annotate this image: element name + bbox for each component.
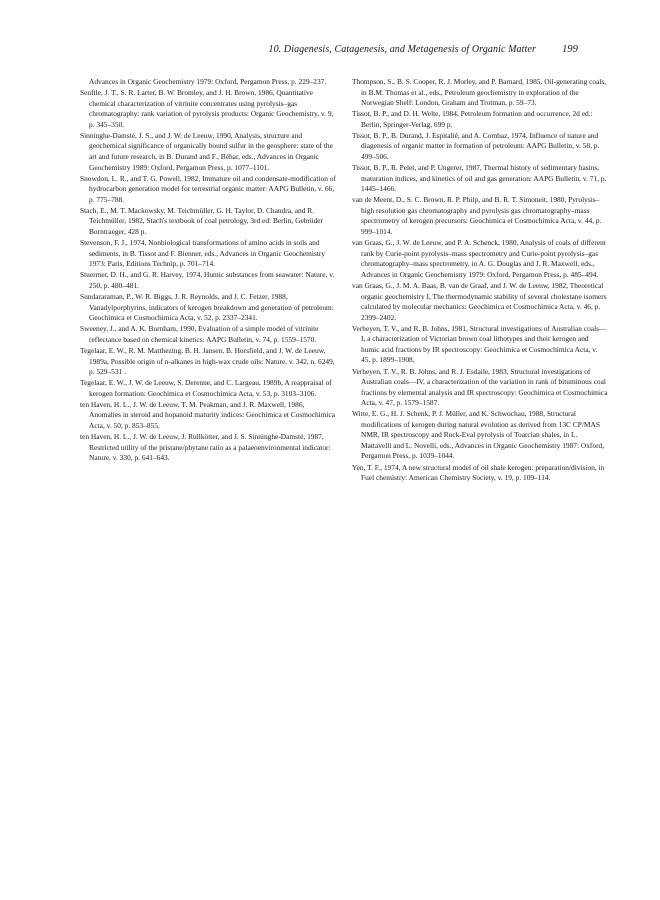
reference-entry: Thompson, S., B. S. Cooper, R. J. Morley, and P. Barnard, 1985, Oil-generating coals, in B.M. Thomas et al., eds., Petroleum geochemistry in exploration of the Norwegian Shelf: London, Graham and Trotman, p. 59–73. — [352, 77, 607, 108]
reference-entry: van Graas, G., J. W. de Leeuw, and P. A. Schenck, 1980, Analysis of coals of different rank by Curie-point pyrolysis–mass spectrometry and Curie-point pyrolysis–gas chromatography–mass spectrometry, in A. G. Douglas and J. R. Maxwell, eds., Advances in Organic Geochemistry 1979: Oxford, Pergamon Press, p. 485–494. — [352, 238, 606, 279]
reference-entry: Stevenson, F. J., 1974, Nonbiological transformations of amino acids in soils and sediments, in B. Tissot and F. Bienner, eds., Advances in Organic Geochemistry 1973: Paris, Editions Technip, p. 701–714. — [80, 238, 326, 269]
page-number: 199 — [561, 44, 578, 55]
reference-entry: Sinninghe-Damsté, J. S., and J. W. de Leeuw, 1990, Analysis, structure and geochemical significance of organically bound sulfur in the geosphere: state of the art and future research, in B. Durand and F., Béhar, eds., Advances in Organic Geochemistry 1989: Oxford, Pergamon Press, p. 1077–1101. — [80, 130, 333, 172]
reference-entry: Tissot, B. P., B. Durand, J. Espitalié, and A. Combaz, 1974, Influence of nature and diagenesis of organic matter in formation of petroleum: AAPG Bulletin, v. 58, p. 499–506. — [352, 130, 600, 162]
reference-entry: Tegelaar, E. W., R. M. Matthezing, B. H. Jansen, B. Horsfield, and J. W. de Leeuw, 1989a, Possible origin of n-alkanes in high-wax crude oils: Nature, v. 342, n. 6249, p. 529–531 . — [80, 346, 335, 377]
reference-entry: Advances in Organic Geochemistry 1979: Oxford, Pergamon Press, p. 229–237. — [89, 77, 327, 86]
reference-entry: Tegelaar, E. W., J. W. de Leeuw, S. Derenne, and C. Largeau, 1989b, A reappraisal of kerogen formation: Geochimica et Cosmochimica Acta, v. 53, p. 3103–3106. — [80, 378, 332, 398]
right-reference-column — [352, 77, 608, 484]
reference-entry: Tissot, B. P., and D. H. Welte, 1984, Petroleum formation and occurrence, 2d ed.: Berlin, Springer-Verlag, 699 p. — [352, 109, 593, 129]
reference-entry: Sundararaman, P., W. R. Biggs, J. R. Reynolds, and J. C. Fetzer, 1988, Vanadylporphyrins, indicators of kerogen breakdown and generation of petroleum: Geochimica et Cosmochimica Acta, v. 52, p. 2337–2341. — [80, 292, 334, 323]
reference-entry: Verheyen, T. V., R. B. Johns, and R. J. Esdaile, 1983, Structural investigations of Australian coals—IV, a characterization of the variation in rank of bituminous coal fractions by elemental analysis and IR spectroscopy: Geochimica et Cosmochimica Acta, v. 47, p. 1579–1587. — [352, 366, 608, 408]
running-header — [0, 44, 578, 55]
reference-entry: Stach, E., M. T. Mackowsky, M. Teichmüller, G. H. Taylor, D. Chandra, and R. Teichmüller, 1982, Stach's textbook of coal petrology, 3rd ed: Berlin, Gebrüder Borntraeger, 428 p. — [80, 205, 324, 237]
reference-entry: ten Haven, H. L., J. W. de Leeuw, J. Rullkötter, and J. S. Sinninghe-Damsté, 1987, Restricted utility of the pristane/phytane ratio as a palaeoenvironmental indicator: Nature, v. 330, p. 641–643. — [80, 432, 331, 463]
reference-entry: Sweeney, J., and A. K. Burnham, 1990, Evaluation of a simple model of vitrinite reflectance based on chemical kinetics: AAPG Bulletin, v. 74, p. 1559–1570. — [80, 324, 319, 344]
reference-entry: Snowdon, L. R., and T. G. Powell, 1982, Immature oil and condensate-modification of hydrocarbon generation model for terrestrial organic matter: AAPG Bulletin, v. 66, p. 775–788. — [80, 173, 336, 204]
reference-entry: Verheyen, T. V., and R. B. Johns, 1981, Structural investigations of Australian coals—I, a characterization of Victorian brown coal lithotypes and their kerogen and humic acid fractions by IR spectroscopy: Geochimica et Cosmochimica Acta, v. 45, p. 1899–1908. — [352, 323, 607, 365]
reference-entry: van de Meent, D., S. C. Brown, R. P. Philp, and B. R. T. Simoneit, 1980, Pyrolysis–high resolution gas chromatography and pyrolysis gas chromatography–mass spectrometry of kerogen precursors: Geochimica et Cosmochimica Acta, v. 44, p. 999–1014. — [352, 195, 602, 237]
reference-entry: Senftle, J. T., S. R. Larter, B. W. Bromley, and J. H. Brown, 1986, Quantitative chemical characterization of vitrinite concentrates using pyrolysis–gas chromatography: rank variation of pyrolysis products: Organic Geochemistry, v. 9, p. 345–350. — [80, 88, 334, 129]
reference-entry: ten Haven, H. L., J. W. de Leeuw, T. M. Peakman, and J. R. Maxwell, 1986, Anomalies in steroid and hopanoid maturity indices: Geochimica et Cosmochimica Acta, v. 50, p. 853–855. — [80, 399, 336, 431]
reference-entry: Witte, E. G., H. J. Schenk, P. J. Müller, and K. Schwochau, 1988, Structural modifications of kerogen during natural evolution as derived from 13C CP/MAS NMR, IR spectroscopy and Rock-Eval pyrolysis of Toarcian shales, in L. Mattavelli and L. Novelli, eds., Advances in Organic Geochemistry 1987: Oxford, Pergamon Press, p. 1039–1044. — [352, 409, 605, 461]
chapter-title: 10. Diagenesis, Catagenesis, and Metagenesis of Organic Matter — [268, 44, 536, 55]
reference-entry: Tissot, B. P., R. Pelet, and P. Ungerer, 1987, Thermal history of sedimentary basins, maturation indices, and kinetics of oil and gas generation: AAPG Bulletin, v. 71, p. 1445–1466. — [352, 163, 607, 194]
reference-entry: Stuermer, D. H., and G. R. Harvey, 1974, Humic substances from seawater: Nature, v. 250, p. 480–481. — [80, 270, 335, 290]
reference-entry: van Graas, G., J. M. A. Baas, B. van de Graaf, and J. W. de Leeuw, 1982, Theoretical organic geochemistry I, The thermodynamic stability of several cholestane isomers calculated by molecular mechanics: Geochimica et Cosmochimica Acta, v. 46, p. 2399–2402. — [352, 280, 607, 322]
left-reference-column — [80, 77, 336, 464]
reference-entry: Yen, T. F., 1974, A new structural model of oil shale kerogen: preparation/division, in Fuel chemistry: American Chemistry Society, v. 19, p. 109–114. — [352, 462, 605, 483]
